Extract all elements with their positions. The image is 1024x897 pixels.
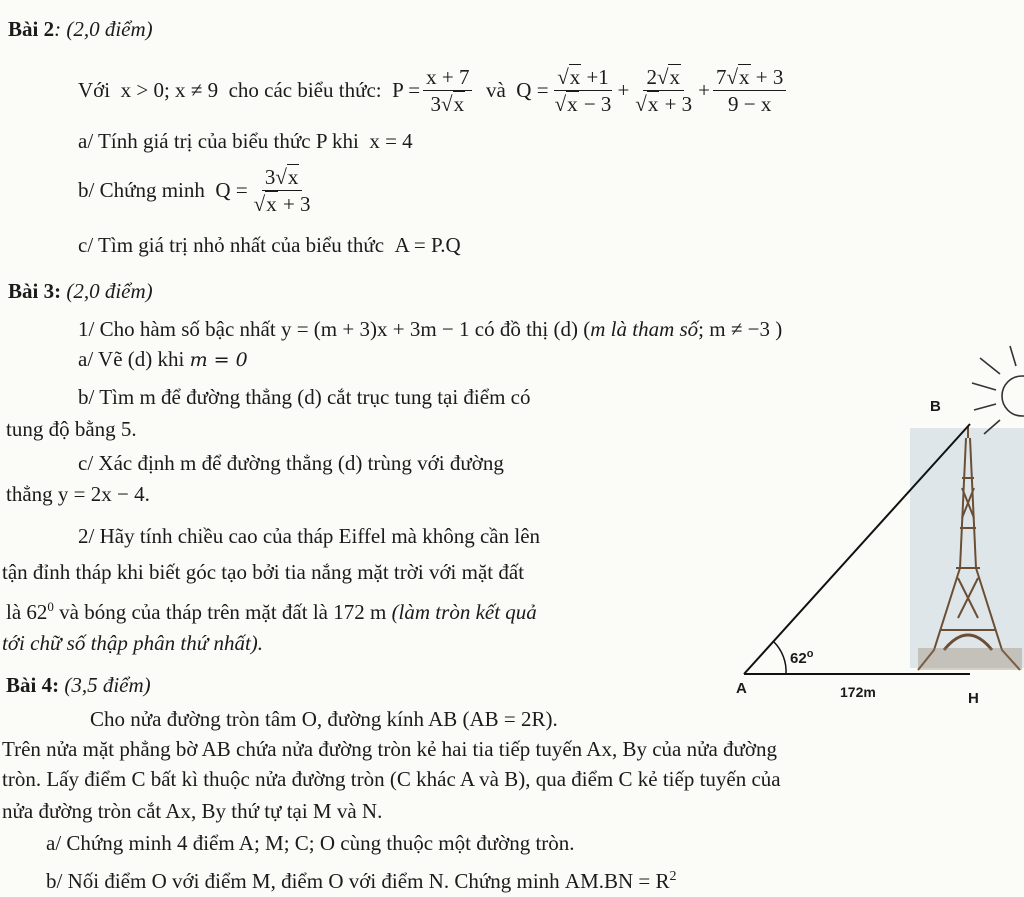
bai4-b: b/ Nối điểm O với điểm M, điểm O với điểm N. Chứng minh $AM.BN = R^2$ xyxy=(46,869,677,893)
bai4-line1: Cho nửa đường tròn tâm O, đường kính AB (AB = 2R). xyxy=(90,707,558,731)
label-distance: 172m xyxy=(840,684,876,700)
bai3-p2-line2: tận đỉnh tháp khi biết góc tạo bởi tia nắng mặt trời với mặt đất xyxy=(2,560,525,584)
bai2-b: b/ Chứng minh Q = $\frac{3√x}{√x + 3}$ xyxy=(78,160,317,220)
q-term1: $\frac{√x +1}{√x - 3}$ xyxy=(554,64,612,116)
b-fraction: $\frac{3√x}{√x + 3}$ xyxy=(253,164,311,216)
bai3-p2-line1: 2/ Hãy tính chiều cao của tháp Eiffel mà không cần lên xyxy=(78,524,541,548)
bai2-c: c/ Tìm giá trị nhỏ nhất của biểu thức A = P.Q xyxy=(78,233,461,257)
bai3-p2-line3: là $62^0$ và bóng của tháp trên mặt đất là 172 m (làm tròn kết quả xyxy=(6,599,537,624)
bai4-line4: nửa đường tròn cắt Ax, By thứ tự tại M và N. xyxy=(2,799,383,823)
bai3-p2-line4: tới chữ số thập phân thứ nhất). xyxy=(2,631,264,655)
bai3-p1: 1/ Cho hàm số bậc nhất y = (m + 3)x + 3m − 1 có đồ thị (d) (m là tham số; m ≠ −3 ) xyxy=(78,317,783,341)
label-b: B xyxy=(930,398,941,415)
bai4-line3: tròn. Lấy điểm C bất kì thuộc nửa đường tròn (C khác A và B), qua điểm C kẻ tiếp tuyến của xyxy=(2,767,781,791)
bai4-heading: Bài 4: (3,5 điểm) xyxy=(6,673,151,697)
bai3-b-line1: b/ Tìm m để đường thẳng (d) cắt trục tung tại điểm có xyxy=(78,385,531,409)
bai2-intro: Với x > 0; x ≠ 9 cho các biểu thức: P = $\frac{x + 7}{3√x}$ và Q = $\frac{√x +1}{√x - 3}$ + $\frac{2√x}{√x + 3}$ + $\frac{7√x + 3}{9 - x}$ xyxy=(78,60,789,120)
p-fraction: $\frac{x + 7}{3√x}$ xyxy=(423,65,472,116)
bai4-line2: Trên nửa mặt phẳng bờ AB chứa nửa đường tròn kẻ hai tia tiếp tuyến Ax, By của nửa đường xyxy=(2,737,778,761)
label-a: A xyxy=(736,680,747,697)
bai2-a: a/ Tính giá trị của biểu thức P khi x = 4 xyxy=(78,129,413,153)
bai3-c-line2: thẳng y = 2x − 4. xyxy=(6,482,150,506)
q-term3: $\frac{7√x + 3}{9 - x}$ xyxy=(713,65,786,116)
label-angle: 62$^o$ xyxy=(790,648,814,667)
bai3-c-line1: c/ Xác định m để đường thẳng (d) trùng với đường xyxy=(78,451,504,475)
q-term2: $\frac{2√x}{√x + 3}$ xyxy=(635,64,693,116)
angle-arc xyxy=(774,642,786,674)
label-h: H xyxy=(968,690,979,707)
bai4-a: a/ Chứng minh 4 điểm A; M; C; O cùng thuộc một đường tròn. xyxy=(46,831,575,855)
bai2-heading: Bài 2: (2,0 điểm) xyxy=(8,17,153,41)
bai3-a: a/ Vẽ (d) khi m = 0 xyxy=(78,347,248,371)
bai3-heading: Bài 3: (2,0 điểm) xyxy=(8,279,153,303)
eiffel-diagram xyxy=(730,338,1024,718)
eiffel-figure xyxy=(730,338,1024,718)
bai3-b-line2: tung độ bằng 5. xyxy=(6,417,137,441)
sun-icon xyxy=(972,346,1024,434)
